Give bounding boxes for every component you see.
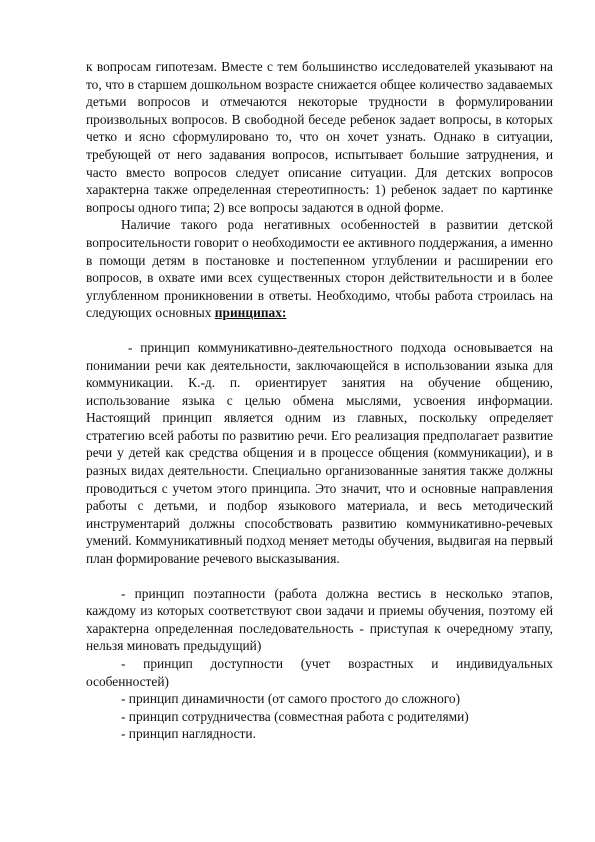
paragraph-1: к вопросам гипотезам. Вместе с тем большинство исследователей указывают на то, что в старшем дошкольном возрасте снижается общее количество задаваемых детьми вопросов и отмечаются некоторые трудности в формулировании произвольных вопросов. В свободной беседе ребенок задает вопросы, в которых четко и ясно сформулировано то, что он хочет узнать. Однако в ситуации, требующей от него задавания вопросов, испытывает большие затруднения, и часто вместо вопросов следует описание ситуации. Для детских вопросов характерна также определенная стереотипность: 1) ребенок задает по картинке вопросы одного типа; 2) все вопросы задаются в одной форме. bbox=[86, 59, 553, 215]
paragraph-accessibility-principle: - принцип доступности (учет возрастных и индивидуальных особенностей) bbox=[86, 656, 553, 689]
paragraph-stages-principle: - принцип поэтапности (работа должна вестись в несколько этапов, каждому из которых соответствуют свои задачи и приемы обучения, поэтому ей характерна определенная последовательность - приступая к очередному этапу, нельзя миновать предыдущий) bbox=[86, 585, 553, 654]
paragraph-communicative-principle: - принцип коммуникативно-деятельностного подхода основывается на понимании речи как деятельности, заключающейся в использовании языка для коммуникации. К.-д. п. ориентирует занятия на обучение общению, использование языка с целью обмена мыслями, усвоения информации. Настоящий принцип является одним из главных, поскольку определяет стратегию всей работы по развитию речи. Его реализация предполагает развитие речи у детей как средства общения и в процессе общения (коммуникации), и в разных видах деятельности. Специально организованные занятия также должны проводиться с учетом этого принципа. Это значит, что и основные направления работы с детьми, и подбор языкового материала, и весь методический инструментарий должны способствовать развитию коммуникативно-речевых умений. Коммуникативный подход меняет методы обучения, выдвигая на первый план формирование речевого высказывания. bbox=[86, 339, 553, 567]
principles-emphasis: принципах: bbox=[214, 305, 287, 321]
spacer bbox=[86, 322, 553, 339]
list-item-visibility: - принцип наглядности. bbox=[121, 726, 256, 742]
paragraph-2 bbox=[86, 216, 553, 322]
list-item-dynamics: - принцип динамичности (от самого простого до сложного) bbox=[121, 691, 461, 707]
paragraph-2-text: Наличие такого рода негативных особенностей в развитии детской вопросительности говорит о необходимости ее активного поддержания, а именно в помощи детям в постановке и постепенном углублении и расширении его вопросов, в охвате ими всех существенных сторон действительности и в более углубленном проникновении в ответы. Необходимо, чтобы работа строилась на следующих основных bbox=[86, 217, 553, 321]
list-item-cooperation: - принцип сотрудничества (совместная работа с родителями) bbox=[121, 708, 469, 724]
spacer bbox=[86, 568, 553, 585]
